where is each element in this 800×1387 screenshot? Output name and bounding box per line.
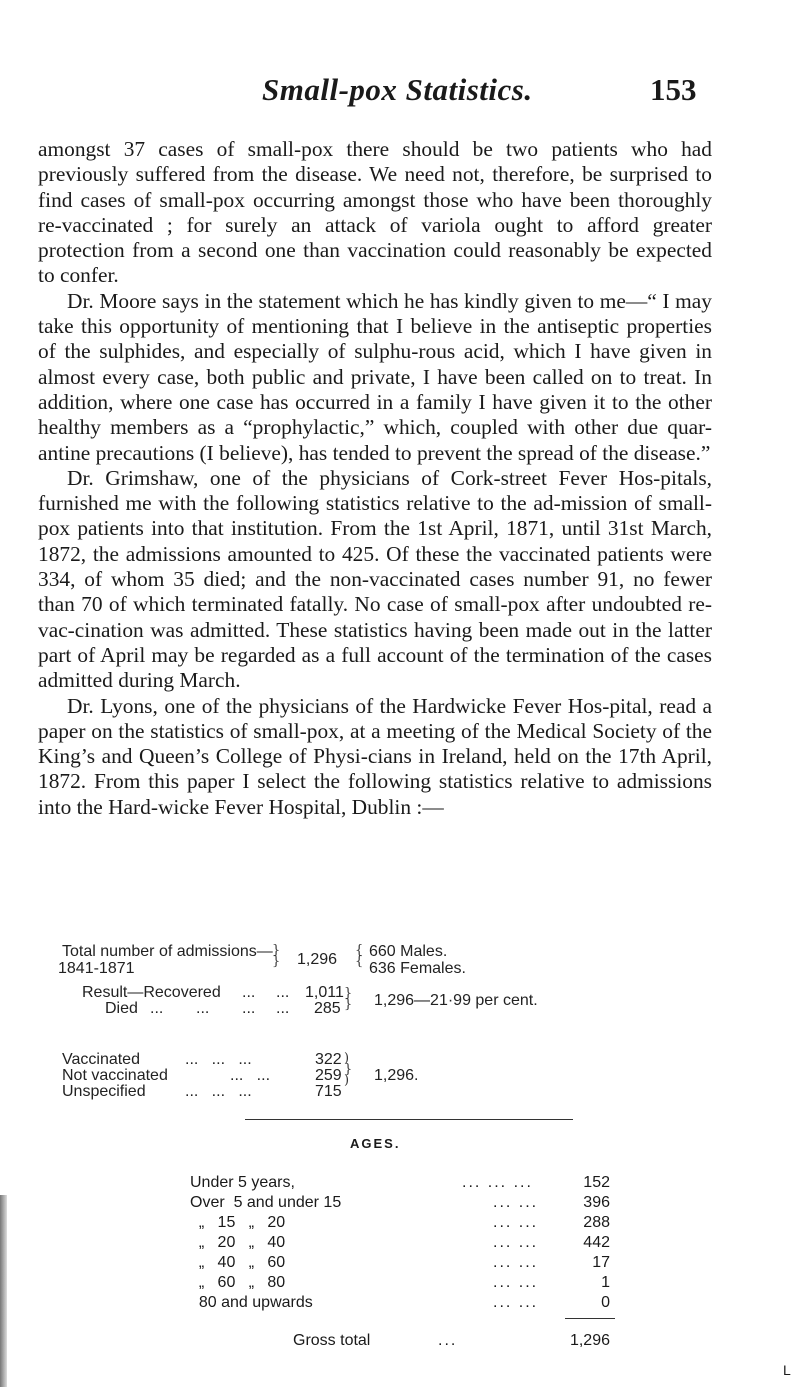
body-text [38,137,712,820]
unspecified-label: Unspecified [62,1083,146,1100]
age-count: 396 [583,1194,610,1211]
dots: ... ... [493,1214,539,1231]
vaccinated-label: Vaccinated [62,1051,140,1068]
not-vaccinated-label: Not vaccinated [62,1067,168,1084]
dots: ... ... [493,1254,539,1271]
dots: ... [276,984,290,1001]
gross-total-row [190,1332,610,1352]
dots: ... [196,1000,210,1017]
binding-edge [0,1195,7,1387]
left-brace: { { [355,943,364,969]
admissions-total: 1,296 [297,951,338,968]
age-row [190,1234,610,1254]
age-count: 0 [601,1294,610,1311]
right-brace: ) } ) [344,1051,353,1088]
age-label: „ 20 „ 40 [190,1234,286,1251]
admissions-label: Total number of admissions— [62,943,273,960]
age-row [190,1294,610,1314]
gross-total-count: 1,296 [569,1332,610,1349]
vaccinated-count: 322 [315,1051,342,1068]
dots: ... ... ... [462,1174,533,1191]
dots: ... ... [493,1294,539,1311]
paragraph: Dr. Grimshaw, one of the physicians of Cork-street Fever Hos-pitals, furnished me with the following statistics relative to the ad-mission of small-pox patients into that institution. From the 1st April, 1871, until 31st March, 1872, the admissions amounted to 425. Of these the vaccinated patients were 334, of whom 35 died; and the non-vaccinated cases number 91, no fewer than 70 of which terminated fatally. No case of small-pox after undoubted re-vac-cination was admitted. These statistics having been made out in the latter part of April may be regarded as a full account of the termination of the cases admitted during March. [38,465,712,693]
age-row [190,1174,610,1194]
females-count: 636 Females. [369,960,466,977]
age-count: 1 [601,1274,610,1291]
right-brace: } } [344,986,353,1012]
page-number: 153 [650,72,697,107]
dots: ... ... [230,1067,271,1084]
dots: ... [150,1000,164,1017]
paragraph: amongst 37 cases of small-pox there should be two patients who had previously suffered from the disease. We need not, therefore, be surprised to find cases of small-pox occurring amongst those who have been thoroughly re-vaccinated ; for surely an attack of variola ought to afford greater protection from a second one than vaccination could reasonably be expected to confer. [38,137,712,288]
dots: ... ... ... [185,1051,252,1068]
age-count: 288 [583,1214,610,1231]
dots: ... [242,984,256,1001]
result-label: Result—Recovered [82,984,221,1001]
dots: ... ... [493,1194,539,1211]
page-header [0,72,800,112]
age-label: „ 15 „ 20 [190,1214,286,1231]
age-row [190,1194,610,1214]
age-count: 152 [583,1174,610,1191]
admissions-period: 1841-1871 [58,960,135,977]
dots: ... [438,1332,458,1349]
recovered-count: 1,011 [305,984,344,1001]
ages-heading: AGES. [350,1136,401,1151]
mortality-rate: 1,296—21·99 per cent. [374,992,538,1009]
died-label: Died [105,1000,138,1017]
age-count: 442 [583,1234,610,1251]
sum-rule [565,1318,615,1319]
males-count: 660 Males. [369,943,448,960]
running-title: Small-pox Statistics. [262,72,533,107]
dots: ... ... [493,1234,539,1251]
age-row [190,1214,610,1234]
dots: ... [242,1000,256,1017]
age-label: „ 60 „ 80 [190,1274,286,1291]
divider [245,1119,573,1120]
paragraph: Dr. Moore says in the statement which he has kindly given to me—“ I may take this opportunity of mentioning that I believe in the antiseptic properties of the sulphides, and especially of sulphu-rous acid, which I have given in almost every case, both public and private, I have been called on to treat. In addition, where one case has occurred in a family I have given it to the other healthy members as a “prophylactic,” which, coupled with other due quar-antine precautions (I believe), has tended to prevent the spread of the disease.” [38,288,712,465]
unspecified-count: 715 [315,1083,342,1100]
vaccination-total: 1,296. [374,1067,419,1084]
died-count: 285 [314,1000,341,1017]
age-label: 80 and upwards [190,1294,313,1311]
gross-total-label: Gross total [293,1332,371,1349]
age-label: Over 5 and under 15 [190,1194,342,1211]
dots: ... [276,1000,290,1017]
paragraph: Dr. Lyons, one of the physicians of the Hardwicke Fever Hos-pital, read a paper on the statistics of small-pox, at a meeting of the Medical Society of the King’s and Queen’s College of Physi-cians in Ireland, held on the 17th April, 1872. From this paper I select the following statistics relative to admissions into the Hard-wicke Fever Hospital, Dublin :— [38,693,712,819]
age-count: 17 [592,1254,610,1271]
age-row [190,1254,610,1274]
age-label: Under 5 years, [190,1174,295,1191]
dots: ... ... ... [185,1083,252,1100]
not-vaccinated-count: 259 [315,1067,342,1084]
signature-mark: L [783,1362,791,1378]
age-row [190,1274,610,1294]
age-label: „ 40 „ 60 [190,1254,286,1271]
right-brace: } } [272,943,281,969]
dots: ... ... [493,1274,539,1291]
